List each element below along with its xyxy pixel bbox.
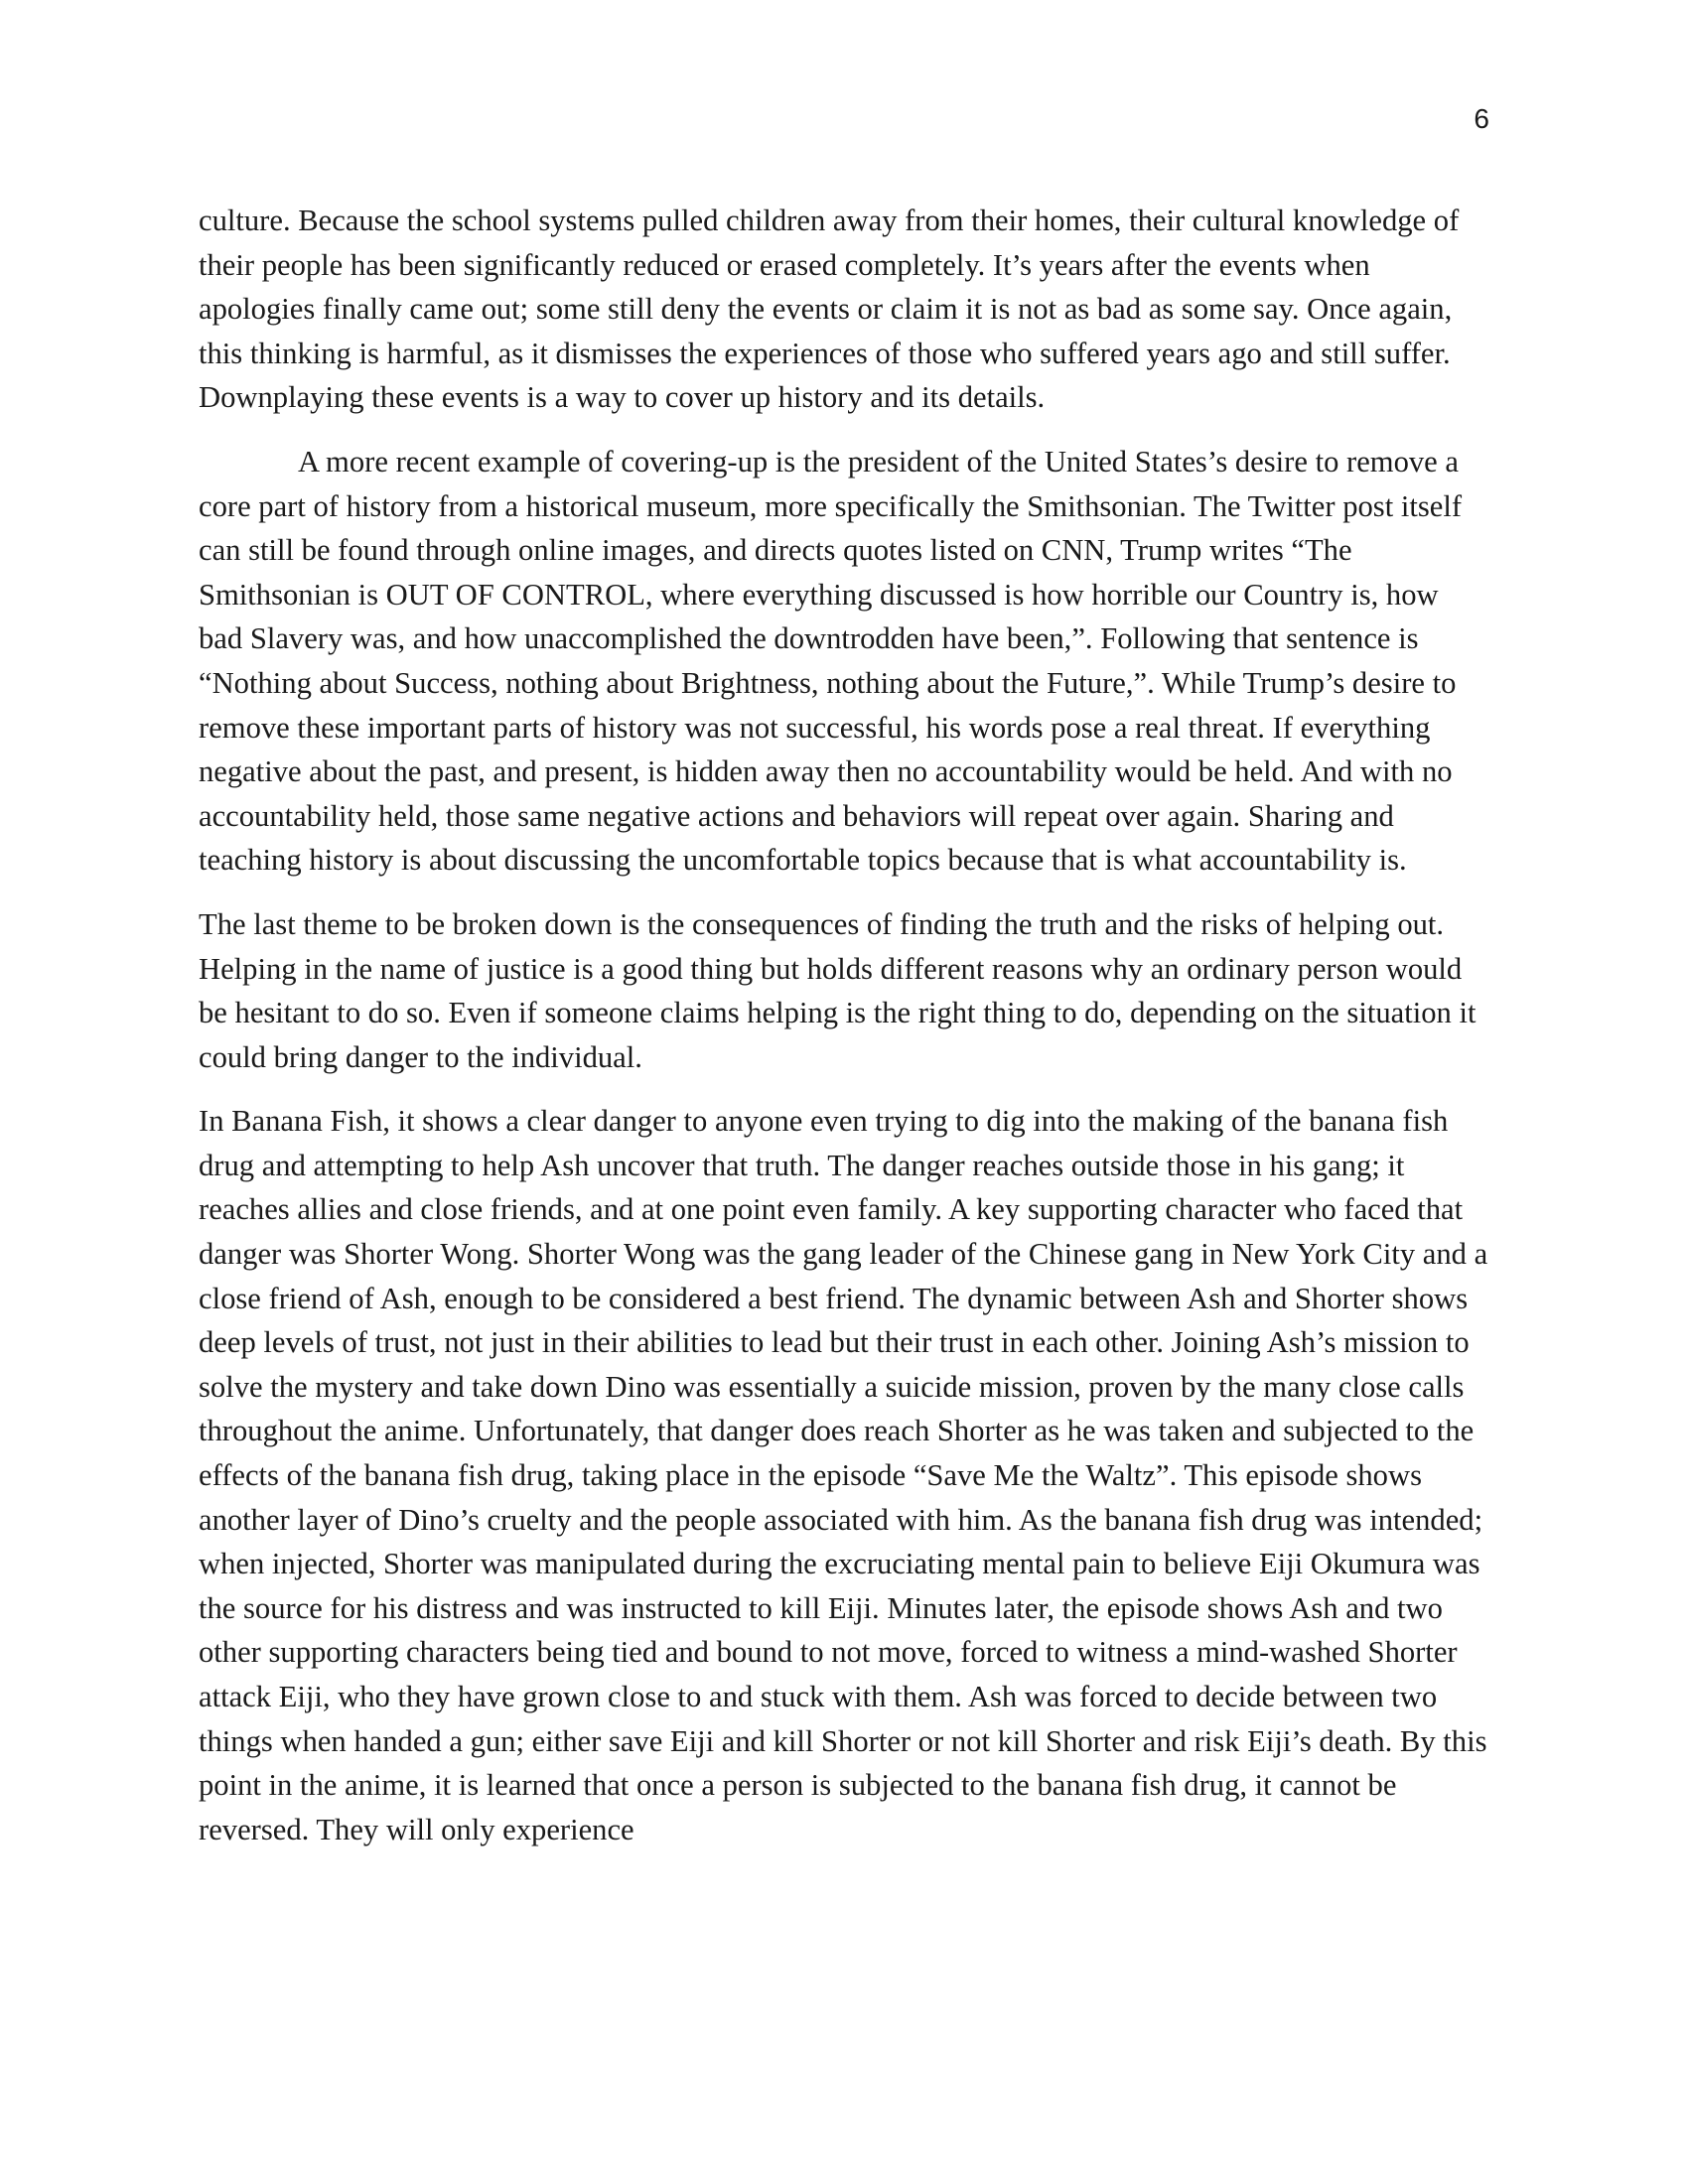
paragraph-3: The last theme to be broken down is the consequences of finding the truth and the risks of helping out. Helping in the name of justice is a good thing but holds different reasons why an ordinary person would be hesitant to do so. Even if someone claims helping is the right thing to do, depending on the situation it could bring danger to the individual. (199, 906, 1477, 1074)
paragraph-1: culture. Because the school systems pulled children away from their homes, their cultural knowledge of their people has been significantly reduced or erased completely. It’s years after the events when apologies finally came out; some still deny the events or claim it is not as bad as some say. Once again, this thinking is harmful, as it dismisses the experiences of those who suffered years ago and still suffer. Downplaying these events is a way to cover up history and its details. (199, 204, 1460, 415)
paragraph-2: A more recent example of covering-up is the president of the United States’s desire to remove a core part of history from a historical museum, more specifically the Smithsonian. The Twitter post itself can still be found through online images, and directs quotes listed on CNN, Trump writes “The Smithsonian is OUT OF CONTROL, where everything discussed is how horrible our Country is, how bad Slavery was, and how unaccomplished the downtrodden have been,”. Following that sentence is “Nothing about Success, nothing about Brightness, nothing about the Future,”. While Trump’s desire to remove these important parts of history was not successful, his words pose a real threat. If everything negative about the past, and present, is hidden away then no accountability would be held. And with no accountability held, those same negative actions and behaviors will repeat over again. Sharing and teaching history is about discussing the uncomfortable topics because that is what accountability is. (199, 444, 1463, 878)
paragraph-4: In Banana Fish, it shows a clear danger to anyone even trying to dig into the making of the banana fish drug and attempting to help Ash uncover that truth. The danger reaches outside those in his gang; it reaches allies and close friends, and at one point even family. A key supporting character who faced that danger was Shorter Wong. Shorter Wong was the gang leader of the Chinese gang in New York City and a close friend of Ash, enough to be considered a best friend. The dynamic between Ash and Shorter shows deep levels of trust, not just in their abilities to lead but their trust in each other. Joining Ash’s mission to solve the mystery and take down Dino was essentially a suicide mission, proven by the many close calls throughout the anime. Unfortunately, that danger does reach Shorter as he was taken and subjected to the effects of the banana fish drug, taking place in the episode “Save Me the Waltz”. This episode shows another layer of Dino’s cruelty and the people associated with him. As the banana fish drug was intended; when injected, Shorter was manipulated during the excruciating mental pain to believe Eiji Okumura was the source for his distress and was instructed to kill Eiji. Minutes later, the episode shows Ash and two other supporting characters being tied and bound to not move, forced to witness a mind-washed Shorter attack Eiji, who they have grown close to and stuck with them. Ash was forced to decide between two things when handed a gun; either save Eiji and kill Shorter or not kill Shorter and risk Eiji’s death. By this point in the anime, it is learned that once a person is subjected to the banana fish drug, it cannot be reversed. They will only experience (199, 1104, 1488, 1846)
document-body (199, 199, 1489, 1871)
page-number: 6 (1474, 103, 1489, 134)
